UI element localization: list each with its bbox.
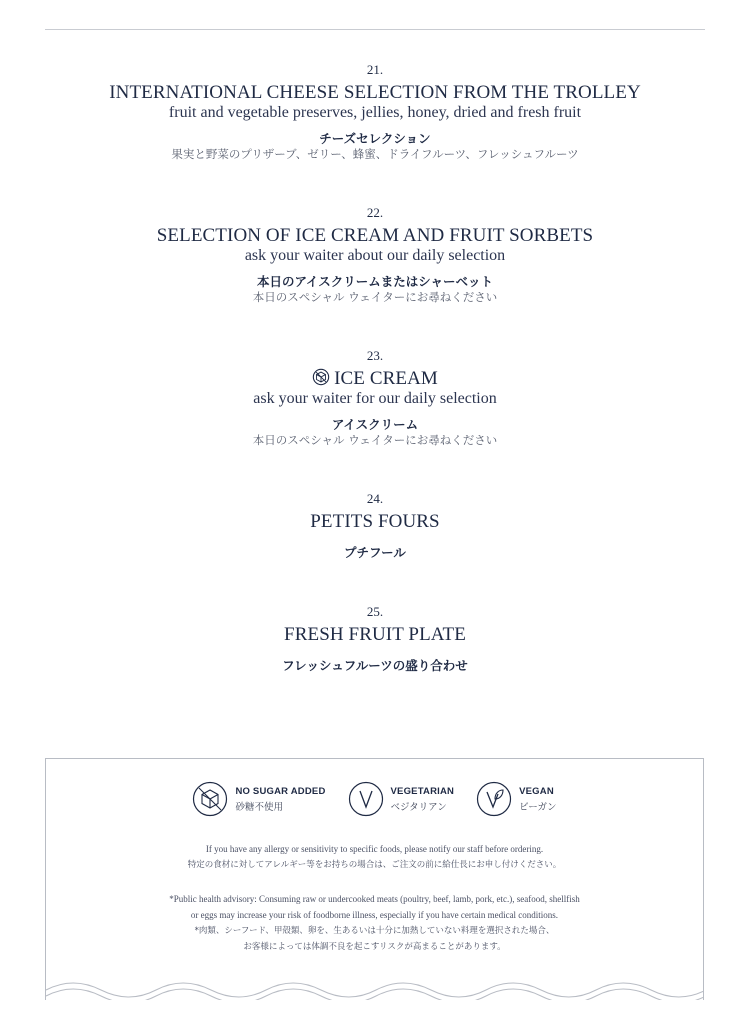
top-divider (45, 29, 705, 30)
dietary-legend (46, 781, 703, 817)
dietary-legend-box (45, 758, 704, 1000)
item-title-jp: プチフール (344, 545, 406, 560)
item-title-row (0, 368, 750, 390)
menu-item (0, 604, 750, 674)
item-description: ask your waiter for our daily selection (253, 390, 497, 407)
legend-label: VEGETARIAN (390, 785, 455, 797)
legend-label: NO SUGAR ADDED (235, 785, 326, 797)
health-advisory-en-line: *Public health advisory: Consuming raw or undercooked meats (poultry, beef, lamb, pork, etc.), seafood, shellfish (169, 894, 580, 904)
dessert-menu (0, 62, 750, 674)
item-title: ICE CREAM (334, 368, 438, 389)
item-number: 22. (366, 205, 384, 220)
vegetarian-icon (348, 781, 384, 817)
legend-vegan (476, 781, 556, 817)
no-sugar-icon (192, 781, 228, 817)
item-description-jp: 本日のスペシャル ウェイターにお尋ねください (252, 290, 498, 304)
item-description-jp: 果実と野菜のプリザーブ、ゼリー、蜂蜜、ドライフルーツ、フレッシュフルーツ (171, 147, 579, 161)
health-advisory-en-line: or eggs may increase your risk of foodborne illness, especially if you have certain medical conditions. (190, 910, 559, 920)
item-number: 21. (366, 62, 384, 77)
item-description: fruit and vegetable preserves, jellies, honey, dried and fresh fruit (168, 104, 582, 121)
legend-no-sugar (192, 781, 325, 817)
vegan-icon (476, 781, 512, 817)
item-title: FRESH FRUIT PLATE (284, 624, 466, 645)
wavy-border-decoration (46, 972, 704, 1000)
item-title: PETITS FOURS (310, 511, 440, 532)
menu-item (0, 205, 750, 348)
item-description: ask your waiter about our daily selection (244, 247, 506, 264)
item-number: 25. (366, 604, 384, 619)
legend-label-jp: ビーガン (519, 801, 557, 813)
health-advisory-jp-line: *肉類、シーフード、甲殻類、卵を、生あるいは十分に加熱していない料理を選択された場合、 (194, 926, 555, 936)
item-number: 24. (366, 491, 384, 506)
legend-label: VEGAN (519, 785, 554, 797)
item-title-jp: 本日のアイスクリームまたはシャーベット (256, 274, 493, 289)
item-description-jp: 本日のスペシャル ウェイターにお尋ねください (252, 433, 498, 447)
allergy-notice (46, 841, 703, 873)
item-title-jp: アイスクリーム (331, 417, 419, 432)
legend-label-jp: 砂糖不使用 (235, 801, 283, 813)
allergy-notice-en: If you have any allergy or sensitivity to specific foods, please notify our staff before ordering. (205, 844, 544, 854)
health-advisory-jp-line: お客様によっては体調不良を起こすリスクが高まることがあります。 (243, 942, 506, 952)
legend-label-jp: ベジタリアン (390, 801, 447, 813)
legend-vegetarian (348, 781, 455, 817)
health-advisory (46, 891, 703, 955)
menu-item (0, 491, 750, 604)
allergy-notice-jp: 特定の食材に対してアレルギー等をお持ちの場合は、ご注文の前に給仕長にお申し付けください。 (187, 860, 562, 870)
item-title-jp: チーズセレクション (319, 131, 431, 146)
item-number: 23. (366, 348, 384, 363)
item-title: INTERNATIONAL CHEESE SELECTION FROM THE TROLLEY (109, 82, 641, 103)
item-title-jp: フレッシュフルーツの盛り合わせ (282, 658, 468, 673)
no-sugar-icon (312, 368, 330, 386)
item-title: SELECTION OF ICE CREAM AND FRUIT SORBETS (156, 225, 594, 246)
menu-item (0, 348, 750, 491)
menu-item (0, 62, 750, 205)
